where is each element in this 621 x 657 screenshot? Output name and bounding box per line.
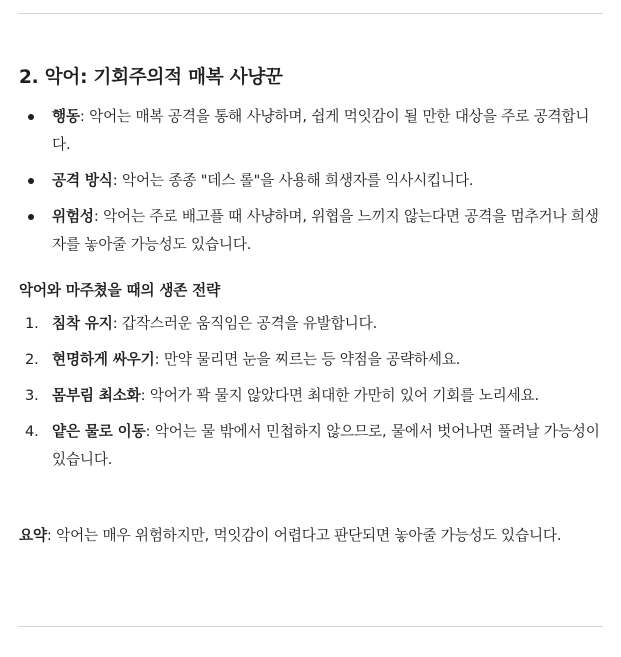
list-item-label: 위험성	[52, 208, 94, 225]
list-item	[19, 382, 603, 410]
step-number: 3.	[25, 387, 39, 404]
crocodile-facts-list	[19, 103, 603, 259]
list-item-text: : 악어는 매복 공격을 통해 사냥하며, 쉽게 먹잇감이 될 만한 대상을 주로 공격합니다.	[52, 108, 590, 153]
top-divider	[18, 13, 603, 14]
list-item	[19, 103, 603, 159]
list-item	[19, 167, 603, 195]
step-number: 4.	[25, 423, 39, 440]
list-item	[19, 203, 603, 259]
list-item	[19, 418, 603, 474]
bullet-dot	[28, 214, 34, 220]
summary-paragraph	[19, 522, 603, 550]
list-item-label: 공격 방식	[52, 172, 113, 189]
survival-steps-list	[19, 310, 603, 474]
survival-heading: 악어와 마주쳤을 때의 생존 전략	[19, 282, 221, 299]
step-label: 침착 유지	[52, 315, 113, 332]
list-item-text: : 악어는 주로 배고플 때 사냥하며, 위협을 느끼지 않는다면 공격을 멈추거나 희생자를 놓아줄 가능성도 있습니다.	[52, 208, 599, 253]
step-label: 현명하게 싸우기	[52, 351, 155, 368]
step-number: 1.	[25, 315, 39, 332]
step-text: : 만약 물리면 눈을 찌르는 등 약점을 공략하세요.	[154, 351, 461, 368]
step-text: : 악어는 물 밖에서 민첩하지 않으므로, 물에서 벗어나면 풀려날 가능성이 있습니다.	[52, 423, 600, 468]
step-label: 몸부림 최소화	[52, 387, 141, 404]
list-item-label: 행동	[52, 108, 80, 125]
bullet-dot	[28, 178, 34, 184]
step-number: 2.	[25, 351, 39, 368]
bullet-dot	[28, 114, 34, 120]
step-text: : 갑작스러운 움직임은 공격을 유발합니다.	[112, 315, 378, 332]
section-title: 2. 악어: 기회주의적 매복 사냥꾼	[19, 67, 283, 88]
summary-text: : 악어는 매우 위험하지만, 먹잇감이 어렵다고 판단되면 놓아줄 가능성도 있습니다.	[46, 527, 562, 544]
list-item-text: : 악어는 종종 "데스 롤"을 사용해 희생자를 익사시킵니다.	[112, 172, 474, 189]
bottom-divider	[18, 626, 603, 627]
summary-label: 요약	[19, 527, 47, 544]
step-text: : 악어가 꽉 물지 않았다면 최대한 가만히 있어 기회를 노리세요.	[140, 387, 539, 404]
step-label: 얕은 물로 이동	[52, 423, 146, 440]
list-item	[19, 346, 603, 374]
list-item	[19, 310, 603, 338]
